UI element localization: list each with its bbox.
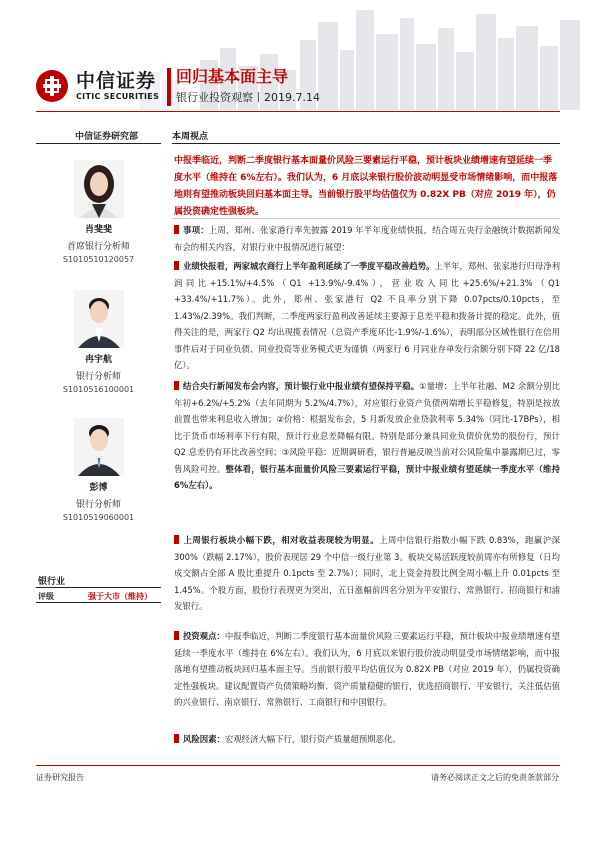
department-divider — [36, 143, 161, 144]
analyst-portrait-icon — [74, 160, 124, 218]
analyst-role: 首席银行分析师 — [66, 242, 130, 252]
analyst-portrait-icon — [74, 290, 124, 348]
rating-value: 强于大市（维持） — [88, 592, 152, 601]
analyst-name: 彭博 — [89, 483, 108, 493]
analyst-card — [36, 160, 161, 264]
section-title: 本周视点 — [172, 132, 209, 142]
paragraph-lead: 投资观点： — [183, 631, 225, 641]
analyst-card — [36, 290, 161, 394]
sector-label: 银行业 — [38, 577, 66, 587]
bullet-marker — [174, 381, 179, 390]
footer-divider — [36, 765, 560, 766]
paragraph-lead: 风险因素： — [183, 734, 225, 744]
footer-disclaimer: 请务必阅读正文之后的免责条款部分 — [431, 773, 559, 782]
analyst-card — [36, 418, 161, 522]
footer-report-type: 证券研究报告 — [36, 773, 84, 782]
paragraph-lead: 事项： — [183, 225, 209, 235]
paragraph-body: 中报季临近，判断二季度银行基本面量价风险三要素运行平稳，预计板块中报业绩增速有望延续一季度水平（维持在 6%左右）。我们认为，6 月底以来银行股价波动明显受市场情绪影响，而中报落地有望推动板块回归基本面主导。当前银行股平均估值仅为 0.82X PB（对应 2019 年），仍属投资确定性强板块。建议配置资产负债策略均衡、资产质量稳健的银行，优选招商银行、平安银行，关注低估值的兴业银行、南京银行、常熟银行、工商银行和中国银行。 — [174, 631, 561, 707]
bullet-marker — [174, 535, 179, 544]
paragraph-market-review — [174, 532, 560, 615]
paragraph-body: 宏观经济大幅下行，银行资产质量超预期恶化。 — [224, 734, 401, 744]
bullet-marker — [174, 734, 179, 743]
paragraph-event — [174, 222, 560, 255]
summary-paragraph: 中报季临近，判断二季度银行基本面量价风险三要素运行平稳，预计板块业绩增速有望延续一季度水平（维持在 6%左右）。我们认为，6 月底以来银行股价波动明显受市场情绪影响，而中报落地则有望推动板块回归基本面主导。当前银行股平均估值仅为 0.82X PB（对应 2019 年），仍属投资确定性强板块。 — [174, 156, 558, 217]
bullet-marker — [174, 631, 179, 640]
paragraph-investment-view — [174, 628, 560, 711]
paragraph-risk-factors — [174, 731, 560, 748]
report-subtitle: 银行业投资观察丨2019.7.14 — [176, 91, 320, 104]
sector-divider — [36, 587, 161, 588]
analyst-name: 肖斐斐 — [84, 225, 112, 235]
research-department: 中信证券研究部 — [75, 132, 139, 142]
paragraph-body: 上周，郑州、张家港行率先披露 2019 年半年度业绩快报，结合周五央行金融统计数据新闻发布会的相关内容，对银行业中报情况进行展望： — [174, 225, 561, 252]
rating-row — [38, 591, 161, 602]
analyst-license-id: S1010510120057 — [62, 255, 135, 264]
paragraph-conclusion: 整体看，银行基本面量价风险三要素运行平稳，预计中报业绩有望延续一季度水平（维持 6%左右）。 — [174, 463, 561, 490]
paragraph-lead: 上周银行板块小幅下跌，相对收益表现较为明显。 — [183, 535, 380, 545]
analyst-name: 冉宇航 — [84, 355, 112, 365]
paragraph-earnings-flash — [174, 258, 560, 374]
logo-english-name: CITIC SECURITIES — [76, 92, 160, 101]
analyst-role: 银行分析师 — [75, 372, 121, 382]
analyst-portrait-icon — [74, 418, 124, 476]
report-title: 回归基本面主导 — [176, 67, 289, 86]
analyst-photo — [74, 418, 124, 476]
analyst-license-id: S1010519060001 — [62, 513, 135, 522]
citic-logo-icon — [34, 68, 70, 104]
bullet-marker — [174, 261, 179, 270]
header-divider — [36, 111, 560, 112]
rating-key: 评级 — [38, 592, 54, 601]
paragraph-central-bank — [174, 378, 560, 494]
summary-divider — [172, 218, 560, 219]
paragraph-body: 上周中信银行指数小幅下跌 0.83%，跑赢沪深 300%（跌幅 2.17%），股价表现居 29 个中信一级行业第 3。板块交易活跃度较前周亦有所修复（日均成交额占全部 A 股比重提升 0.1pcts 至 2.7%）；同时，北上资金持股比例全周小幅上升 0.01pcts 至 1.45%。个股方面，股份行表现更为突出，五日涨幅前四名分别为平安银行、常熟银行、招商银行和浦发银行。 — [174, 535, 560, 611]
bullet-marker — [174, 225, 179, 234]
brand-logo — [34, 68, 159, 104]
analyst-photo — [74, 160, 124, 218]
analyst-photo — [74, 290, 124, 348]
paragraph-body: ①量增：上半年社融、M2 余额分别比年初+6.2%/+5.2%（去年同期为 5.2%/4.7%），对应银行业资产负债两端增长平稳修复，特别是按放前置也带来利息收入增加；②价格：根据发布会，5 月新发放企业贷款利率 5.34%（同比-17BPs），相比于货币市场利率下行有限，预计行业息差降幅有限。特别是部分兼具同业负债价优势的股份行，预计 Q2 息差仍有环比改善空间；③风险平稳：近期调研看，银行普遍反映当前对公风险集中暴露期已过，零售风险可控。 — [174, 381, 560, 474]
logo-chinese-name: 中信证券 — [76, 70, 157, 92]
analyst-role: 银行分析师 — [75, 500, 121, 510]
section-divider — [172, 143, 560, 144]
analyst-license-id: S1010516100001 — [62, 385, 135, 394]
paragraph-lead: 结合央行新闻发布会内容，预计银行业中报业绩有望保持平稳。 — [183, 381, 420, 391]
paragraph-body: 上半年，郑州、张家港行归母净利润同比+15.1%/+4.5%（Q1 +13.9%/-9.4%），营业收入同比+25.6%/+21.3%（Q1 +33.4%/+11.7%）。此外，郑州、张家港行 Q2 不良率分别下降 0.07pcts/0.10pcts，至 1.43%/2.39%。我们判断，二季度两家行盈利改善延续主要源于息差平稳和拨备计提的稳定。此外，值得关注的是，两家行 Q2 均出现揽表情况（总资产季度环比-1.9%/-1.6%），表明部分区域性银行在信用事件后对于同业负债、同业投资等业务模式更为谨慎（两家行 6 月同业存单发行余额分别下降 22 亿/18 亿）。 — [174, 261, 561, 370]
paragraph-lead: 业绩快报看，两家城农商行上半年盈利延续了一季度平稳改善趋势。 — [183, 261, 435, 271]
title-accent-bar — [167, 68, 171, 106]
rating-divider — [36, 602, 161, 603]
